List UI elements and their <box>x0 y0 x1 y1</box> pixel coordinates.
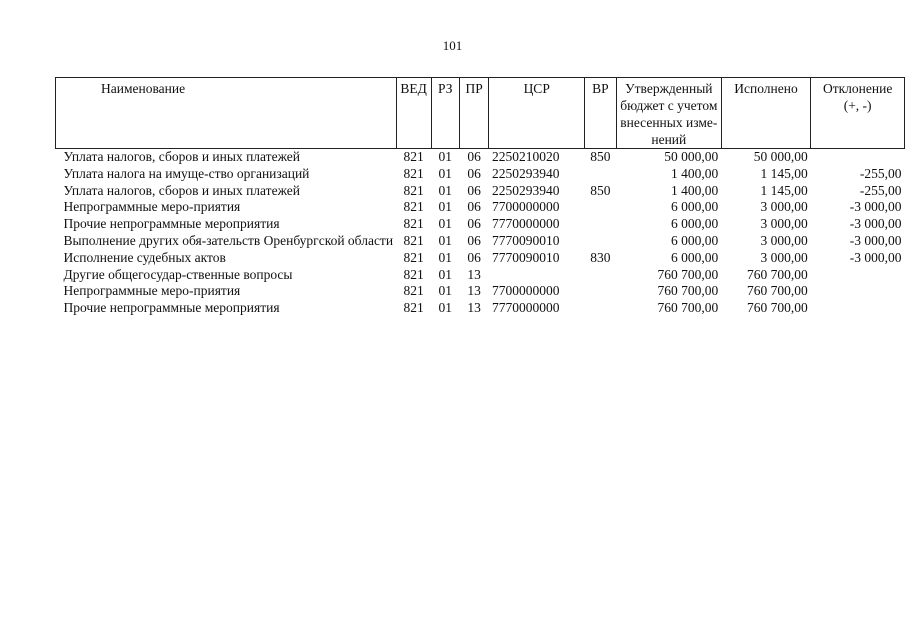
row-executed: 3 000,00 <box>760 249 808 265</box>
row-csr: 7770000000 <box>491 216 560 232</box>
row-approved: 6 000,00 <box>670 216 719 232</box>
row-vr <box>584 300 616 317</box>
row-executed: 1 145,00 <box>760 182 808 198</box>
row-executed: 3 000,00 <box>760 216 808 232</box>
row-name: Прочие непрограммные мероприятия <box>63 216 280 232</box>
row-deviation: -3 000,00 <box>849 199 902 215</box>
row-vr <box>584 166 616 183</box>
row-vr <box>584 216 616 233</box>
header-executed: Исполнено <box>721 78 811 149</box>
table-row <box>56 199 905 216</box>
row-csr: 2250293940 <box>491 182 560 198</box>
page-number: 101 <box>442 38 463 53</box>
row-name: Уплата налога на имуще-ство организаций <box>63 165 310 181</box>
row-rz: 01 <box>438 199 452 215</box>
table-row <box>56 216 905 233</box>
row-vr <box>584 283 616 300</box>
row-ved: 821 <box>403 283 424 299</box>
row-pr: 06 <box>467 165 481 181</box>
row-csr <box>489 267 584 284</box>
row-csr: 7700000000 <box>491 199 560 215</box>
row-deviation: -255,00 <box>859 182 902 198</box>
row-executed: 50 000,00 <box>753 149 808 164</box>
header-deviation: Отклонение (+, -) <box>811 78 905 149</box>
row-ved: 821 <box>403 182 424 198</box>
row-rz: 01 <box>438 149 452 164</box>
row-rz: 01 <box>438 165 452 181</box>
row-deviation: -255,00 <box>859 165 902 181</box>
header-csr: ЦСР <box>489 78 584 149</box>
row-rz: 01 <box>438 232 452 248</box>
row-pr: 13 <box>467 283 481 299</box>
row-name: Уплата налогов, сборов и иных платежей <box>63 149 300 164</box>
table-row <box>56 250 905 267</box>
header-pr: ПР <box>459 78 489 149</box>
row-approved: 760 700,00 <box>657 300 719 316</box>
row-approved: 6 000,00 <box>670 232 719 248</box>
row-ved: 821 <box>403 149 424 164</box>
row-csr: 7700000000 <box>491 283 560 299</box>
table-row <box>56 149 905 166</box>
row-csr: 7770000000 <box>491 300 560 316</box>
row-approved: 1 400,00 <box>670 182 719 198</box>
row-pr: 13 <box>467 266 481 282</box>
row-vr <box>584 233 616 250</box>
row-ved: 821 <box>403 266 424 282</box>
table-body <box>56 149 905 317</box>
row-name: Непрограммные меро-приятия <box>63 283 241 299</box>
table-row <box>56 283 905 300</box>
row-approved: 6 000,00 <box>670 199 719 215</box>
row-pr: 06 <box>467 249 481 265</box>
row-name: Другие общегосудар-ственные вопросы <box>63 266 293 282</box>
row-deviation <box>811 283 905 300</box>
header-rz: РЗ <box>431 78 459 149</box>
row-deviation <box>811 300 905 317</box>
row-vr: 850 <box>590 149 611 164</box>
row-pr: 06 <box>467 199 481 215</box>
row-executed: 1 145,00 <box>760 165 808 181</box>
table-row <box>56 300 905 317</box>
row-pr: 06 <box>467 182 481 198</box>
row-deviation: -3 000,00 <box>849 232 902 248</box>
table-row <box>56 233 905 250</box>
row-deviation <box>811 267 905 284</box>
header-approved: Утвержденный бюджет с учетом внесенных изме-нений <box>616 78 721 149</box>
row-csr: 2250293940 <box>491 165 560 181</box>
row-csr: 7770090010 <box>491 232 560 248</box>
row-name: Исполнение судебных актов <box>63 249 226 265</box>
row-deviation <box>811 149 905 166</box>
row-pr: 06 <box>467 216 481 232</box>
table-header-row <box>56 78 905 149</box>
row-rz: 01 <box>438 216 452 232</box>
header-name: Наименование <box>56 78 397 149</box>
row-vr: 830 <box>590 249 611 265</box>
row-pr: 06 <box>467 149 481 164</box>
row-rz: 01 <box>438 266 452 282</box>
row-name: Непрограммные меро-приятия <box>63 199 241 215</box>
row-approved: 1 400,00 <box>670 165 719 181</box>
row-approved: 760 700,00 <box>657 266 719 282</box>
row-executed: 760 700,00 <box>747 283 808 299</box>
row-vr: 850 <box>590 182 611 198</box>
row-pr: 13 <box>467 300 481 316</box>
row-approved: 6 000,00 <box>670 249 719 265</box>
row-rz: 01 <box>438 249 452 265</box>
row-name: Выполнение других обя-зательств Оренбургской области <box>63 232 394 248</box>
row-ved: 821 <box>403 199 424 215</box>
row-executed: 3 000,00 <box>760 199 808 215</box>
row-vr <box>584 267 616 284</box>
row-name: Уплата налогов, сборов и иных платежей <box>63 182 300 198</box>
header-ved: ВЕД <box>396 78 431 149</box>
row-deviation: -3 000,00 <box>849 216 902 232</box>
row-rz: 01 <box>438 182 452 198</box>
row-rz: 01 <box>438 283 452 299</box>
row-rz: 01 <box>438 300 452 316</box>
row-name: Прочие непрограммные мероприятия <box>63 300 280 316</box>
row-csr: 7770090010 <box>491 249 560 265</box>
row-ved: 821 <box>403 300 424 316</box>
header-vr: ВР <box>584 78 616 149</box>
row-deviation: -3 000,00 <box>849 249 902 265</box>
table-row <box>56 166 905 183</box>
row-ved: 821 <box>403 165 424 181</box>
budget-table <box>55 77 905 317</box>
row-ved: 821 <box>403 232 424 248</box>
row-executed: 3 000,00 <box>760 232 808 248</box>
row-vr <box>584 199 616 216</box>
table-row <box>56 183 905 200</box>
row-approved: 50 000,00 <box>664 149 719 164</box>
table-row <box>56 267 905 284</box>
row-approved: 760 700,00 <box>657 283 719 299</box>
row-executed: 760 700,00 <box>747 266 808 282</box>
row-pr: 06 <box>467 232 481 248</box>
row-csr: 2250210020 <box>491 149 560 164</box>
row-ved: 821 <box>403 249 424 265</box>
row-ved: 821 <box>403 216 424 232</box>
row-executed: 760 700,00 <box>747 300 808 316</box>
